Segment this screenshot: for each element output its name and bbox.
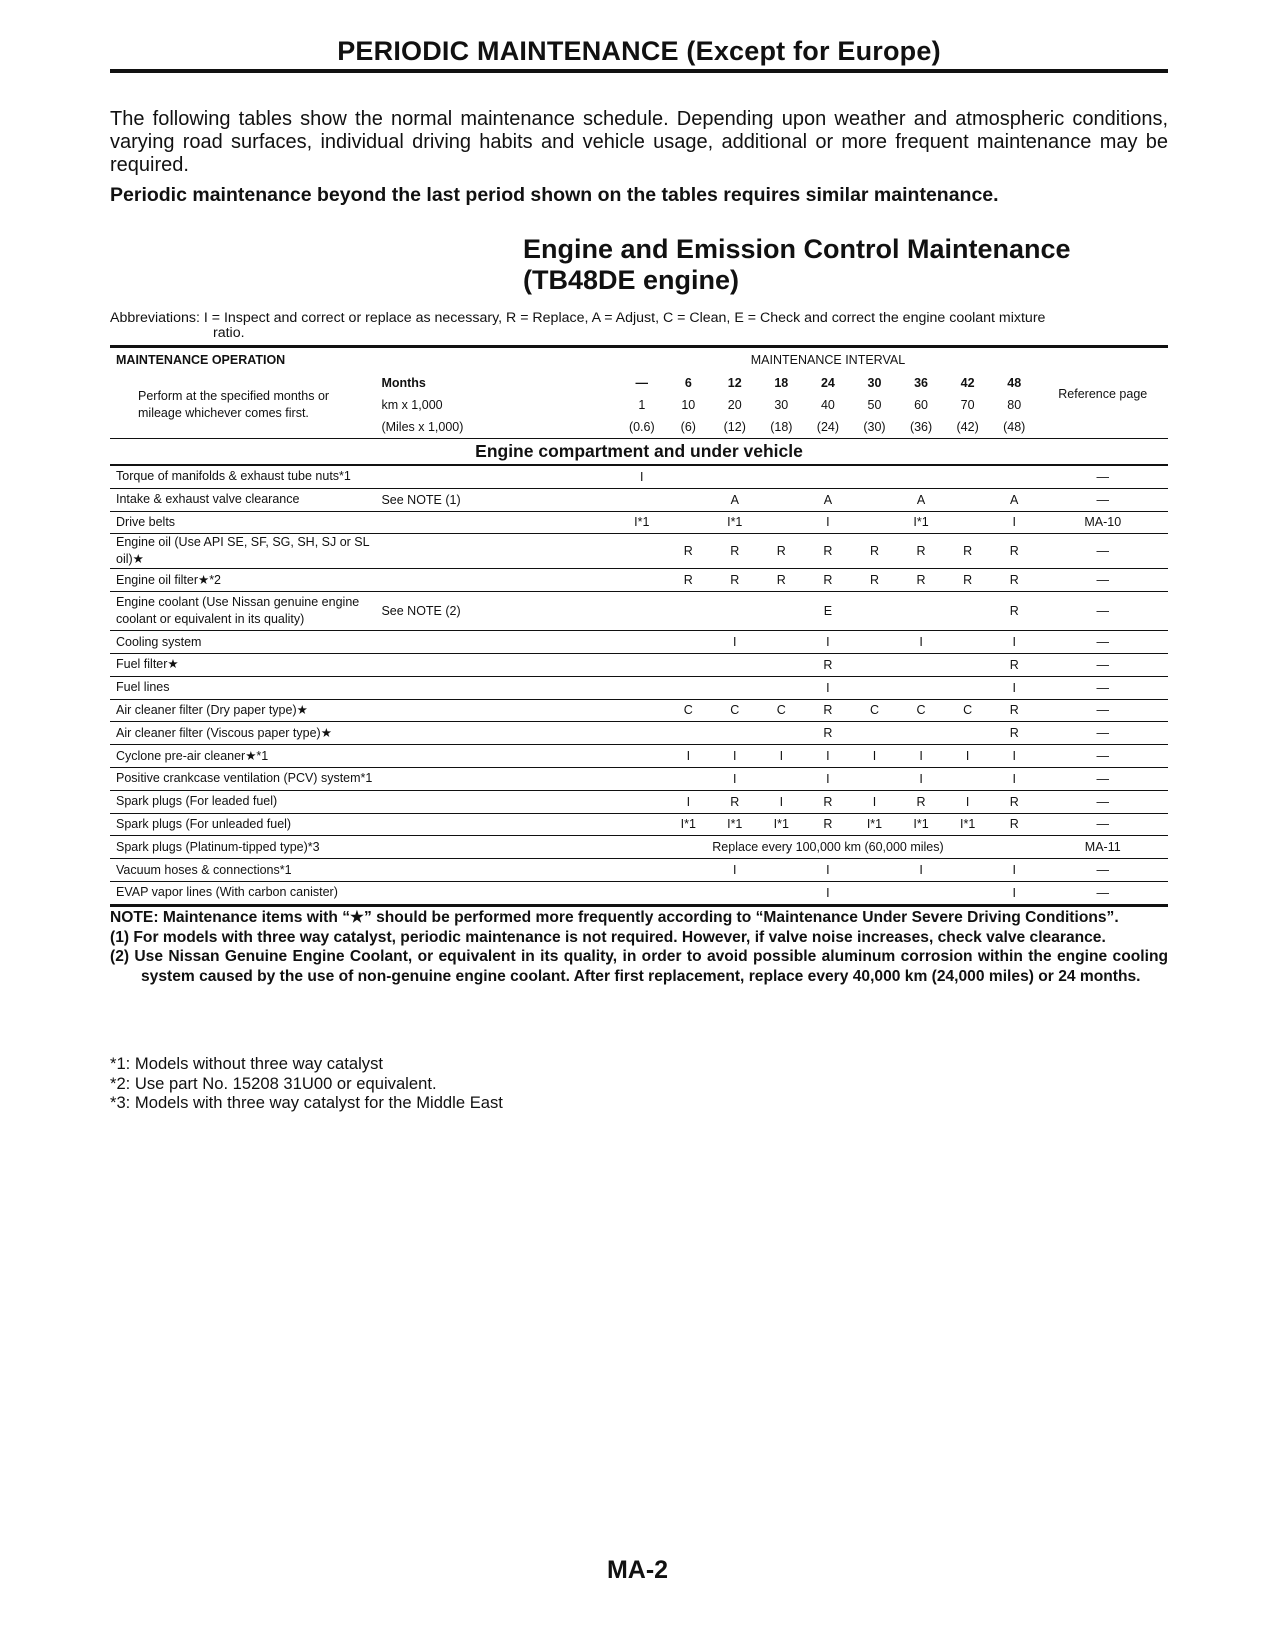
km-cell: 30 xyxy=(774,398,789,412)
row-reference-page: — xyxy=(1038,722,1169,745)
interval-cell: R xyxy=(805,653,852,676)
interval-cell xyxy=(851,653,898,676)
interval-cell: I xyxy=(805,631,852,654)
interval-cell: I xyxy=(805,676,852,699)
interval-cell xyxy=(665,881,711,905)
month-cell: 12 xyxy=(727,376,742,390)
section-heading-engine-compartment: Engine compartment and under vehicle xyxy=(110,439,1168,466)
row-reference-page: — xyxy=(1038,881,1169,905)
interval-cell xyxy=(898,653,945,676)
interval-cell: R xyxy=(991,569,1038,592)
interval-cell: I xyxy=(758,745,805,768)
interval-cell xyxy=(944,676,991,699)
table-row xyxy=(110,813,1168,836)
interval-cell: R xyxy=(805,569,852,592)
row-reference-page: — xyxy=(1038,465,1169,488)
row-reference-page: — xyxy=(1038,745,1169,768)
row-operation-name: Positive crankcase ventilation (PCV) system*1 xyxy=(110,767,381,790)
row-reference-page: — xyxy=(1038,488,1169,511)
interval-cell: R xyxy=(991,790,1038,813)
note-1: (1) For models with three way catalyst, periodic maintenance is not required. However, if valve noise increases, check valve clearance. xyxy=(110,928,1106,946)
interval-cell: I*1 xyxy=(758,813,805,836)
row-reference-page: — xyxy=(1038,767,1169,790)
intro-bold-statement: Periodic maintenance beyond the last period shown on the tables requires similar maintenance. xyxy=(110,184,999,206)
interval-cell: R xyxy=(805,813,852,836)
interval-cell: I xyxy=(991,631,1038,654)
interval-cell: I xyxy=(851,745,898,768)
row-note xyxy=(381,859,618,882)
interval-cell xyxy=(944,592,991,631)
interval-cell: R xyxy=(805,790,852,813)
interval-cell: I xyxy=(991,745,1038,768)
interval-cell xyxy=(618,488,665,511)
row-note xyxy=(381,534,618,569)
interval-cell xyxy=(665,722,711,745)
interval-cell: I*1 xyxy=(711,813,758,836)
miles-cell: (0.6) xyxy=(628,420,655,434)
interval-cell xyxy=(665,592,711,631)
row-note xyxy=(381,676,618,699)
interval-cell: R xyxy=(898,569,945,592)
interval-cell: R xyxy=(805,534,852,569)
interval-cell: I xyxy=(944,790,991,813)
row-operation-name: Cooling system xyxy=(110,631,381,654)
month-cell: 30 xyxy=(867,376,882,390)
interval-cell: I xyxy=(898,631,945,654)
interval-cell: R xyxy=(991,534,1038,569)
month-cell: — xyxy=(635,376,649,390)
abbreviations xyxy=(110,311,1168,341)
interval-cell xyxy=(944,631,991,654)
interval-cell: C xyxy=(711,699,758,722)
label-miles: (Miles x 1,000) xyxy=(381,420,464,434)
interval-cell xyxy=(665,653,711,676)
interval-cell xyxy=(758,676,805,699)
km-cell: 1 xyxy=(638,398,646,412)
row-note: See NOTE (1) xyxy=(381,488,618,511)
interval-cell: I xyxy=(618,465,665,488)
interval-cell xyxy=(665,859,711,882)
interval-cell xyxy=(898,676,945,699)
row-note xyxy=(381,465,618,488)
interval-cell: C xyxy=(898,699,945,722)
interval-cell xyxy=(618,722,665,745)
interval-cell: R xyxy=(711,790,758,813)
interval-cell: I xyxy=(805,881,852,905)
interval-cell xyxy=(665,511,711,534)
table-row xyxy=(110,534,1168,569)
row-note xyxy=(381,881,618,905)
row-reference-page: — xyxy=(1038,790,1169,813)
interval-cell: I xyxy=(991,767,1038,790)
footnotes xyxy=(110,1054,1168,1113)
interval-cell: C xyxy=(665,699,711,722)
header-maintenance-operation: MAINTENANCE OPERATION xyxy=(116,353,286,367)
km-cell: 60 xyxy=(914,398,928,412)
row-note xyxy=(381,653,618,676)
interval-cell: C xyxy=(944,699,991,722)
interval-cell xyxy=(618,745,665,768)
interval-cell xyxy=(618,534,665,569)
interval-cell xyxy=(618,653,665,676)
row-note xyxy=(381,767,618,790)
interval-cell xyxy=(618,699,665,722)
interval-cell: R xyxy=(991,722,1038,745)
miles-cell: (18) xyxy=(770,420,793,434)
interval-cell: R xyxy=(758,569,805,592)
interval-cell xyxy=(665,631,711,654)
interval-cell xyxy=(898,722,945,745)
notes-block xyxy=(110,908,1168,986)
interval-cell xyxy=(618,676,665,699)
table-row xyxy=(110,767,1168,790)
interval-cell: R xyxy=(991,699,1038,722)
miles-cell: (12) xyxy=(723,420,746,434)
interval-cell: I xyxy=(711,745,758,768)
interval-cell xyxy=(851,465,898,488)
interval-cell: I xyxy=(851,790,898,813)
interval-cell xyxy=(711,676,758,699)
interval-cell xyxy=(944,488,991,511)
miles-cell: (42) xyxy=(956,420,979,434)
table-row xyxy=(110,676,1168,699)
table-row xyxy=(110,465,1168,488)
interval-cell xyxy=(851,488,898,511)
row-note xyxy=(381,813,618,836)
km-cell: 40 xyxy=(820,398,835,412)
maintenance-table xyxy=(110,345,1168,907)
km-cell: 20 xyxy=(727,398,742,412)
row-note: See NOTE (2) xyxy=(381,592,618,631)
interval-cell: I xyxy=(665,745,711,768)
interval-cell xyxy=(898,881,945,905)
interval-cell xyxy=(758,488,805,511)
interval-cell xyxy=(944,881,991,905)
miles-cell: (36) xyxy=(909,420,933,434)
interval-cell: R xyxy=(898,534,945,569)
row-operation-name: Intake & exhaust valve clearance xyxy=(110,488,381,511)
month-cell: 18 xyxy=(774,376,789,390)
interval-cell xyxy=(851,511,898,534)
interval-cell: I xyxy=(991,859,1038,882)
interval-cell: I xyxy=(898,859,945,882)
row-reference-page: — xyxy=(1038,631,1169,654)
miles-cell: (48) xyxy=(1003,420,1026,434)
row-operation-name: Air cleaner filter (Dry paper type)★ xyxy=(110,699,381,722)
table-row xyxy=(110,859,1168,882)
interval-cell: R xyxy=(711,569,758,592)
footnote-1: *1: Models without three way catalyst xyxy=(110,1054,384,1073)
month-cell: 6 xyxy=(684,376,692,390)
interval-cell xyxy=(944,511,991,534)
row-reference-page: — xyxy=(1038,569,1169,592)
table-row xyxy=(110,592,1168,631)
row-operation-name: Spark plugs (For unleaded fuel) xyxy=(110,813,381,836)
interval-cell xyxy=(991,465,1038,488)
interval-cell: R xyxy=(991,813,1038,836)
table-row xyxy=(110,836,1168,859)
interval-cell xyxy=(758,592,805,631)
interval-cell xyxy=(711,592,758,631)
table-row xyxy=(110,653,1168,676)
interval-cell xyxy=(665,676,711,699)
interval-cell: I*1 xyxy=(711,511,758,534)
interval-cell: I*1 xyxy=(898,511,945,534)
interval-cell: I*1 xyxy=(618,511,665,534)
page-number: MA-2 xyxy=(606,1556,669,1584)
interval-cell xyxy=(618,592,665,631)
table-row xyxy=(110,790,1168,813)
interval-cell: I xyxy=(898,767,945,790)
interval-cell: C xyxy=(758,699,805,722)
interval-cell: I xyxy=(805,859,852,882)
row-note xyxy=(381,722,618,745)
interval-cell xyxy=(618,881,665,905)
interval-cell xyxy=(944,465,991,488)
interval-cell xyxy=(618,569,665,592)
interval-cell xyxy=(758,767,805,790)
abbreviations-line-1: Abbreviations: I = Inspect and correct or replace as necessary, R = Replace, A = Adjust, C = Clean, E = Check and correct the engine coolant mixture xyxy=(110,310,1046,326)
table-row xyxy=(110,511,1168,534)
interval-cell xyxy=(944,722,991,745)
interval-cell xyxy=(618,813,665,836)
interval-cell xyxy=(665,767,711,790)
interval-cell: I xyxy=(711,631,758,654)
interval-cell: I*1 xyxy=(665,813,711,836)
row-reference-page: — xyxy=(1038,676,1169,699)
interval-cell xyxy=(944,859,991,882)
interval-cell: I xyxy=(944,745,991,768)
interval-cell: R xyxy=(991,653,1038,676)
row-note xyxy=(381,699,618,722)
maintenance-rows xyxy=(110,465,1168,905)
section-title-line-1: Engine and Emission Control Maintenance xyxy=(523,234,1071,264)
interval-cell: I xyxy=(805,511,852,534)
interval-cell xyxy=(851,722,898,745)
interval-cell xyxy=(851,881,898,905)
month-cell: 42 xyxy=(960,376,975,390)
interval-cell xyxy=(758,631,805,654)
intro-paragraph: The following tables show the normal maintenance schedule. Depending upon weather and atmospheric conditions, varying road surfaces, individual driving habits and vehicle usage, additional or more frequent maintenance may be required. xyxy=(110,108,1168,176)
interval-cell: R xyxy=(898,790,945,813)
row-note xyxy=(381,745,618,768)
interval-cell xyxy=(851,767,898,790)
interval-cell xyxy=(851,592,898,631)
table-row xyxy=(110,488,1168,511)
interval-cell xyxy=(758,653,805,676)
interval-cell xyxy=(898,465,945,488)
row-note xyxy=(381,569,618,592)
interval-cell: A xyxy=(805,488,852,511)
km-cell: 50 xyxy=(867,398,882,412)
interval-cell: I xyxy=(991,676,1038,699)
month-cell: 24 xyxy=(820,376,835,390)
row-operation-name: Drive belts xyxy=(110,511,381,534)
label-months: Months xyxy=(381,376,426,390)
row-operation-name: Torque of manifolds & exhaust tube nuts*1 xyxy=(110,465,381,488)
row-note xyxy=(381,836,618,859)
interval-cell: I xyxy=(711,859,758,882)
interval-cell xyxy=(944,653,991,676)
section-title-line-2: (TB48DE engine) xyxy=(523,265,740,295)
interval-cell xyxy=(805,465,852,488)
row-reference-page: — xyxy=(1038,653,1169,676)
miles-cell: (6) xyxy=(680,420,696,434)
row-operation-name: Engine coolant (Use Nissan genuine engine coolant or equivalent in its quality) xyxy=(110,592,381,631)
interval-cell: I xyxy=(991,511,1038,534)
row-reference-page: MA-11 xyxy=(1038,836,1169,859)
row-reference-page: — xyxy=(1038,813,1169,836)
row-reference-page: — xyxy=(1038,699,1169,722)
interval-cell: A xyxy=(711,488,758,511)
header-maintenance-interval: MAINTENANCE INTERVAL xyxy=(750,353,906,367)
row-operation-name: Engine oil (Use API SE, SF, SG, SH, SJ or SL oil)★ xyxy=(110,534,381,569)
interval-cell: R xyxy=(851,534,898,569)
interval-cell xyxy=(618,790,665,813)
row-operation-name: Air cleaner filter (Viscous paper type)★ xyxy=(110,722,381,745)
interval-cell xyxy=(711,465,758,488)
interval-cell xyxy=(758,859,805,882)
interval-cell xyxy=(665,488,711,511)
interval-cell xyxy=(618,767,665,790)
row-operation-name: Fuel lines xyxy=(110,676,381,699)
interval-cell: I*1 xyxy=(898,813,945,836)
table-row xyxy=(110,881,1168,905)
interval-cell: R xyxy=(805,722,852,745)
row-operation-name: Spark plugs (Platinum-tipped type)*3 xyxy=(110,836,381,859)
header-reference-page: Reference page xyxy=(1058,386,1148,401)
interval-cell: R xyxy=(944,569,991,592)
row-operation-name: Vacuum hoses & connections*1 xyxy=(110,859,381,882)
interval-cell: C xyxy=(851,699,898,722)
row-note xyxy=(381,511,618,534)
miles-cell: (30) xyxy=(863,420,886,434)
interval-cell: A xyxy=(898,488,945,511)
table-row xyxy=(110,569,1168,592)
interval-cell: R xyxy=(711,534,758,569)
interval-cell xyxy=(665,465,711,488)
month-cell: 48 xyxy=(1007,376,1022,390)
miles-cell: (24) xyxy=(816,420,840,434)
interval-cell: R xyxy=(665,569,711,592)
interval-cell xyxy=(851,859,898,882)
interval-cell xyxy=(711,653,758,676)
interval-cell: R xyxy=(991,592,1038,631)
interval-cell xyxy=(944,767,991,790)
interval-cell: I xyxy=(711,767,758,790)
interval-cell: I xyxy=(665,790,711,813)
interval-cell: R xyxy=(851,569,898,592)
row-note xyxy=(381,790,618,813)
interval-cell xyxy=(758,465,805,488)
interval-cell xyxy=(758,511,805,534)
table-row xyxy=(110,722,1168,745)
page-title: PERIODIC MAINTENANCE (Except for Europe) xyxy=(337,36,941,66)
interval-cell xyxy=(851,676,898,699)
row-reference-page: — xyxy=(1038,534,1169,569)
interval-cell xyxy=(851,631,898,654)
interval-cell: I xyxy=(805,745,852,768)
table-row xyxy=(110,699,1168,722)
km-cell: 70 xyxy=(960,398,975,412)
footnote-2: *2: Use part No. 15208 31U00 or equivalent. xyxy=(110,1073,437,1093)
row-operation-name: Cyclone pre-air cleaner★*1 xyxy=(110,745,381,768)
interval-cell xyxy=(711,881,758,905)
km-cell: 80 xyxy=(1007,398,1022,412)
table-row xyxy=(110,745,1168,768)
row-reference-page: MA-10 xyxy=(1038,511,1169,534)
interval-cell xyxy=(898,592,945,631)
note-2: (2) Use Nissan Genuine Engine Coolant, or equivalent in its quality, in order to avoid possible aluminum corrosion within the engine cooling system caused by the use of non-genuine engine coolant. After first replacement, replace every 40,000 km (24,000 miles) or 24 months. xyxy=(110,948,1168,985)
footnote-3: *3: Models with three way catalyst for the Middle East xyxy=(110,1093,503,1112)
interval-cell: I*1 xyxy=(851,813,898,836)
interval-cell xyxy=(618,631,665,654)
month-cell: 36 xyxy=(914,376,928,390)
interval-cell: R xyxy=(944,534,991,569)
interval-cell: R xyxy=(805,699,852,722)
section-title xyxy=(523,234,1123,296)
row-operation-name: Spark plugs (For leaded fuel) xyxy=(110,790,381,813)
row-reference-page: — xyxy=(1038,592,1169,631)
interval-cell: I xyxy=(758,790,805,813)
table-row xyxy=(110,631,1168,654)
row-interval-span: Replace every 100,000 km (60,000 miles) xyxy=(618,836,1037,859)
row-reference-page: — xyxy=(1038,859,1169,882)
row-note xyxy=(381,631,618,654)
interval-cell: I xyxy=(898,745,945,768)
interval-cell xyxy=(711,722,758,745)
interval-cell xyxy=(758,881,805,905)
note-main: NOTE: Maintenance items with “★” should be performed more frequently according to “Maintenance Under Severe Driving Conditions”. xyxy=(110,909,1119,926)
interval-cell: I xyxy=(991,881,1038,905)
interval-cell: I xyxy=(805,767,852,790)
row-operation-name: EVAP vapor lines (With carbon canister) xyxy=(110,881,381,905)
interval-cell xyxy=(618,859,665,882)
interval-cell: A xyxy=(991,488,1038,511)
interval-cell xyxy=(758,722,805,745)
interval-cell: R xyxy=(758,534,805,569)
label-km: km x 1,000 xyxy=(381,398,443,412)
row-operation-name: Fuel filter★ xyxy=(110,653,381,676)
perform-instruction: Perform at the specified months or mileage whichever comes first. xyxy=(138,389,330,420)
interval-cell: E xyxy=(805,592,852,631)
abbreviations-line-2: ratio. xyxy=(213,325,245,341)
row-operation-name: Engine oil filter★*2 xyxy=(110,569,381,592)
interval-cell: I*1 xyxy=(944,813,991,836)
interval-cell: R xyxy=(665,534,711,569)
title-rule xyxy=(110,69,1168,73)
km-cell: 10 xyxy=(681,398,696,412)
